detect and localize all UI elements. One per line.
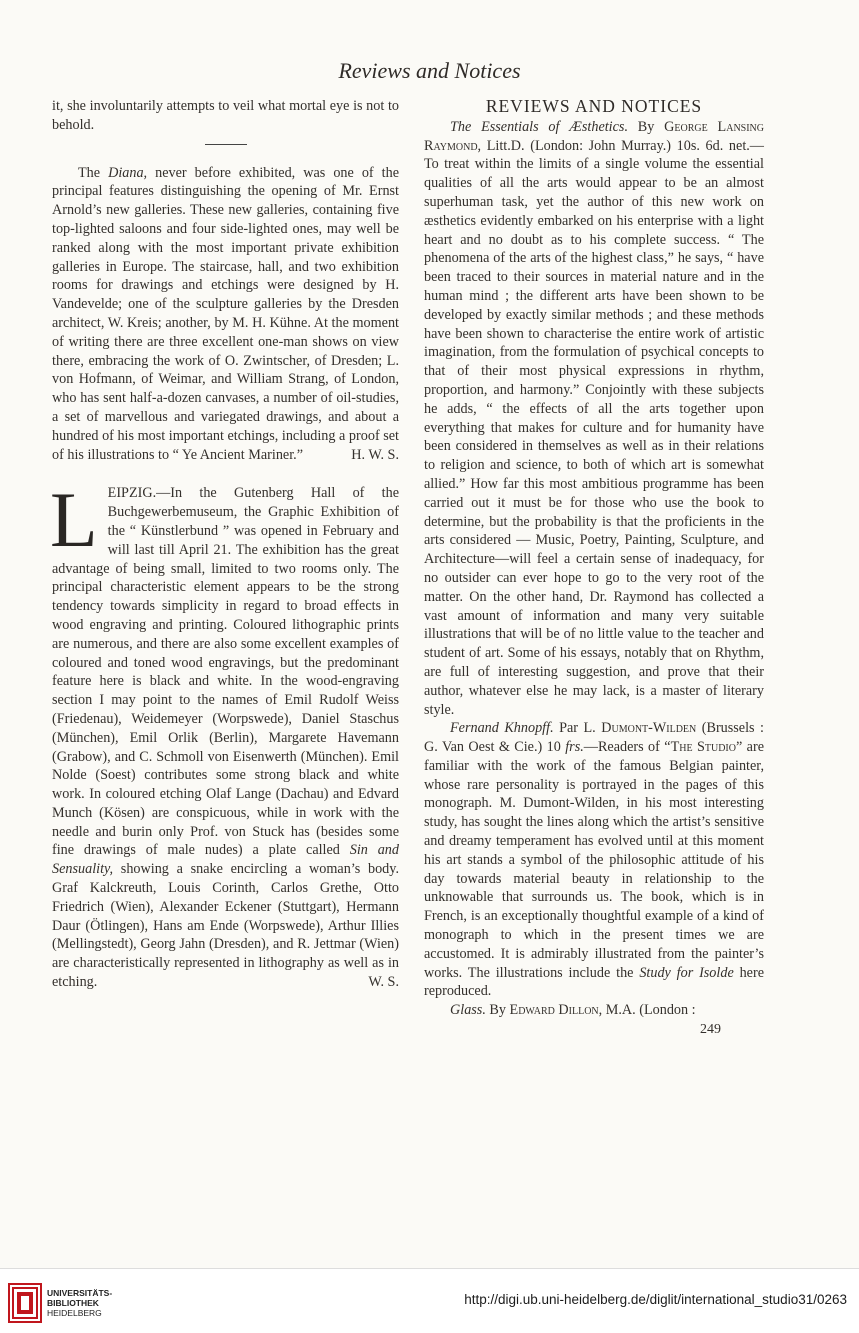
author-name: Dumont-Wilden [601, 720, 697, 737]
library-name[interactable]: UNIVERSITÄTS- BIBLIOTHEK HEIDELBERG [47, 1288, 113, 1318]
author-name: George Lansing Raymond, [424, 118, 764, 154]
author-name: Edward Dillon, [509, 1002, 603, 1019]
right-column [424, 97, 764, 1020]
continued-paragraph: it, she involuntarily attempts to veil what mortal eye is not to behold. [52, 98, 399, 133]
leipzig-section [50, 476, 399, 992]
signature: H. W. S. [351, 446, 399, 463]
review-khnopff: Fernand Khnopff. Par L. Dumont-Wilden (Brussels : G. Van Oest & Cie.) 10 frs.—Readers of “The Studio” are familiar with the work of the famous Belgian painter, whose rare personality is portrayed in the pages of this monograph. M. Dumont-Wilden, in his most interesting study, has sought the lines along which the artist’s sensitive and dreamy temperament has evolved until at this moment his art stands a symbol of the philosophic attitude of his day towards material beauty in relationship to the unknowable that surrounds us. The book, which is in French, is an exceptionally thoughtful example of a kind of monograph to which in the present times we are accustomed. It is admirably illustrated from the painter’s works. The illustrations include the Study for Isolde here reproduced. [424, 720, 765, 1000]
left-column [52, 97, 399, 992]
running-head: Reviews and Notices [338, 58, 521, 83]
book-title: Fernand Khnopff. [450, 720, 554, 737]
drop-cap: L [50, 476, 98, 564]
leipzig-paragraph: EIPZIG.—In the Gutenberg Hall of the Buchgewerbemuseum, the Graphic Exhibition of the “ Künstlerbund ” was opened in February and will last till April 21. The exhibition has the great advantage of being small, limited to two rooms only. The principal characteristic element appears to be the strong tendency towards simplicity in regard to broad effects in wood engraving and printing. Coloured lithographic prints are numerous, and there are also some excellent examples of coloured and toned wood engravings, but the predominant feature here is black and white. In the wood-engraving section I may point to the names of Emil Rudolf Weiss (Friedenau), Weidemeyer (Worpswede), Daniel Staschus (München), Emil Orlik (Berlin), Margarete Havemann (Grabow), and C. Schmoll von Eisenwerth (München). Emil Nolde (Soest) contributes some strong black and white work. In coloured etching Olaf Lange (Dachau) and Edvard Munch (Kösen) are conspicuous, while in work with the needle and burin only Prof. von Stuck has (besides some fine drawings of male nudes) a plate called Sin and Sensuality, showing a snake encircling a woman’s body. Graf Kalckreuth, Louis Corinth, Carlos Grethe, Otto Friedrich (Wien), Alexander Eckener (Stuttgart), Hermann Daur (Ötlingen), Hans am Ende (Worpswede), Arthur Illies (Mellingstedt), Georg Jahn (Dresden), and R. Jettmar (Wien) are characteristically represented in lithography as well as in etching. W. S. [52, 485, 399, 991]
diana-paragraph: The Diana, never before exhibited, was one of the principal features distinguishing the opening of Mr. Ernst Arnold’s new galleries. These new galleries, containing five top-lighted saloons and four side-lighted ones, may well be ranked along with the most important private exhibition galleries in Europe. The staircase, hall, and two exhibition rooms for drawings and etchings were designed by H. Vandevelde; one of the sculpture galleries by the Dresden architect, W. Kreis; another, by M. H. Kühne. At the moment of writing there are three excellent one-man shows on view there, embracing the work of O. Zwintscher, of Dresden; L. von Hofmann, of Weimar, and William Strang, of London, who has sent half-a-dozen canvases, a number of oil-studies, a set of marvellous and variegated drawings, and about a hundred of his most important etchings, including a proof set of his illustrations to “ Ye Ancient Mariner.” H. W. S. [52, 164, 399, 463]
book-title: The Essentials of Æsthetics. [450, 118, 628, 135]
review-glass: Glass. By Edward Dillon, M.A. (London : [450, 1002, 696, 1019]
section-divider [205, 144, 247, 145]
page-number: 249 [700, 1022, 721, 1037]
diana-title: Diana, [108, 164, 148, 181]
section-title: REVIEWS AND NOTICES [485, 96, 703, 116]
viewer-footer [0, 1268, 859, 1333]
signature: W. S. [368, 974, 399, 991]
magazine-name: The Studio [670, 739, 736, 756]
work-title: Sin and Sensuality, [52, 842, 399, 878]
permalink-url[interactable]: http://digi.ub.uni-heidelberg.de/diglit/international_studio31/0263 [464, 1292, 847, 1307]
illustration-title: Study for Isolde [639, 964, 734, 981]
review-aesthetics: The Essentials of Æsthetics. By George Lansing Raymond, Litt.D. (London: John Murray.) 10s. 6d. net.—To treat within the limits of a single volume the essential qualities of all the arts would appear to be an almost superhuman task, yet the author of this new work on æsthetics evidently embarked on his enterprise with a light heart and no doubt as to his complete success. “ The phenomena of the arts of the highest class,” he says, “ have been traced to their sources in material nature and in the human mind ; the different arts have been shown to be developed by exactly similar methods ; and these methods have been shown to characterise the entire work of artistic imagination, from the formulation of psychical concepts to that of their most physical expressions in rhythm, proportion, and harmony.” Conjointly with these subjects he adds, “ the effects of all the arts together upon everything that makes for culture and for humanity have been considered in themselves as well as in their relations to religion and science, to both of which art is somewhat allied.” How far this most ambitious programme has been carried out it must be for those who use the book to determine, but the probability is that the proficients in the arts considered — Music, Poetry, Painting, Sculpture, and Architecture—will feel a certain sense of inadequacy, for no outsider can ever hope to go to the very root of the matter. On the other hand, Dr. Raymond has collected a vast amount of information and many very suitable illustrations that will be of no little value to the teacher and student of art. Some of his essays, notably that on Rhythm, are full of interesting suggestion, and prove that their author, whatever else he may lack, is a master of literary style. [424, 118, 764, 718]
library-seal-icon[interactable] [8, 1283, 42, 1323]
book-title: Glass. [450, 1002, 486, 1019]
